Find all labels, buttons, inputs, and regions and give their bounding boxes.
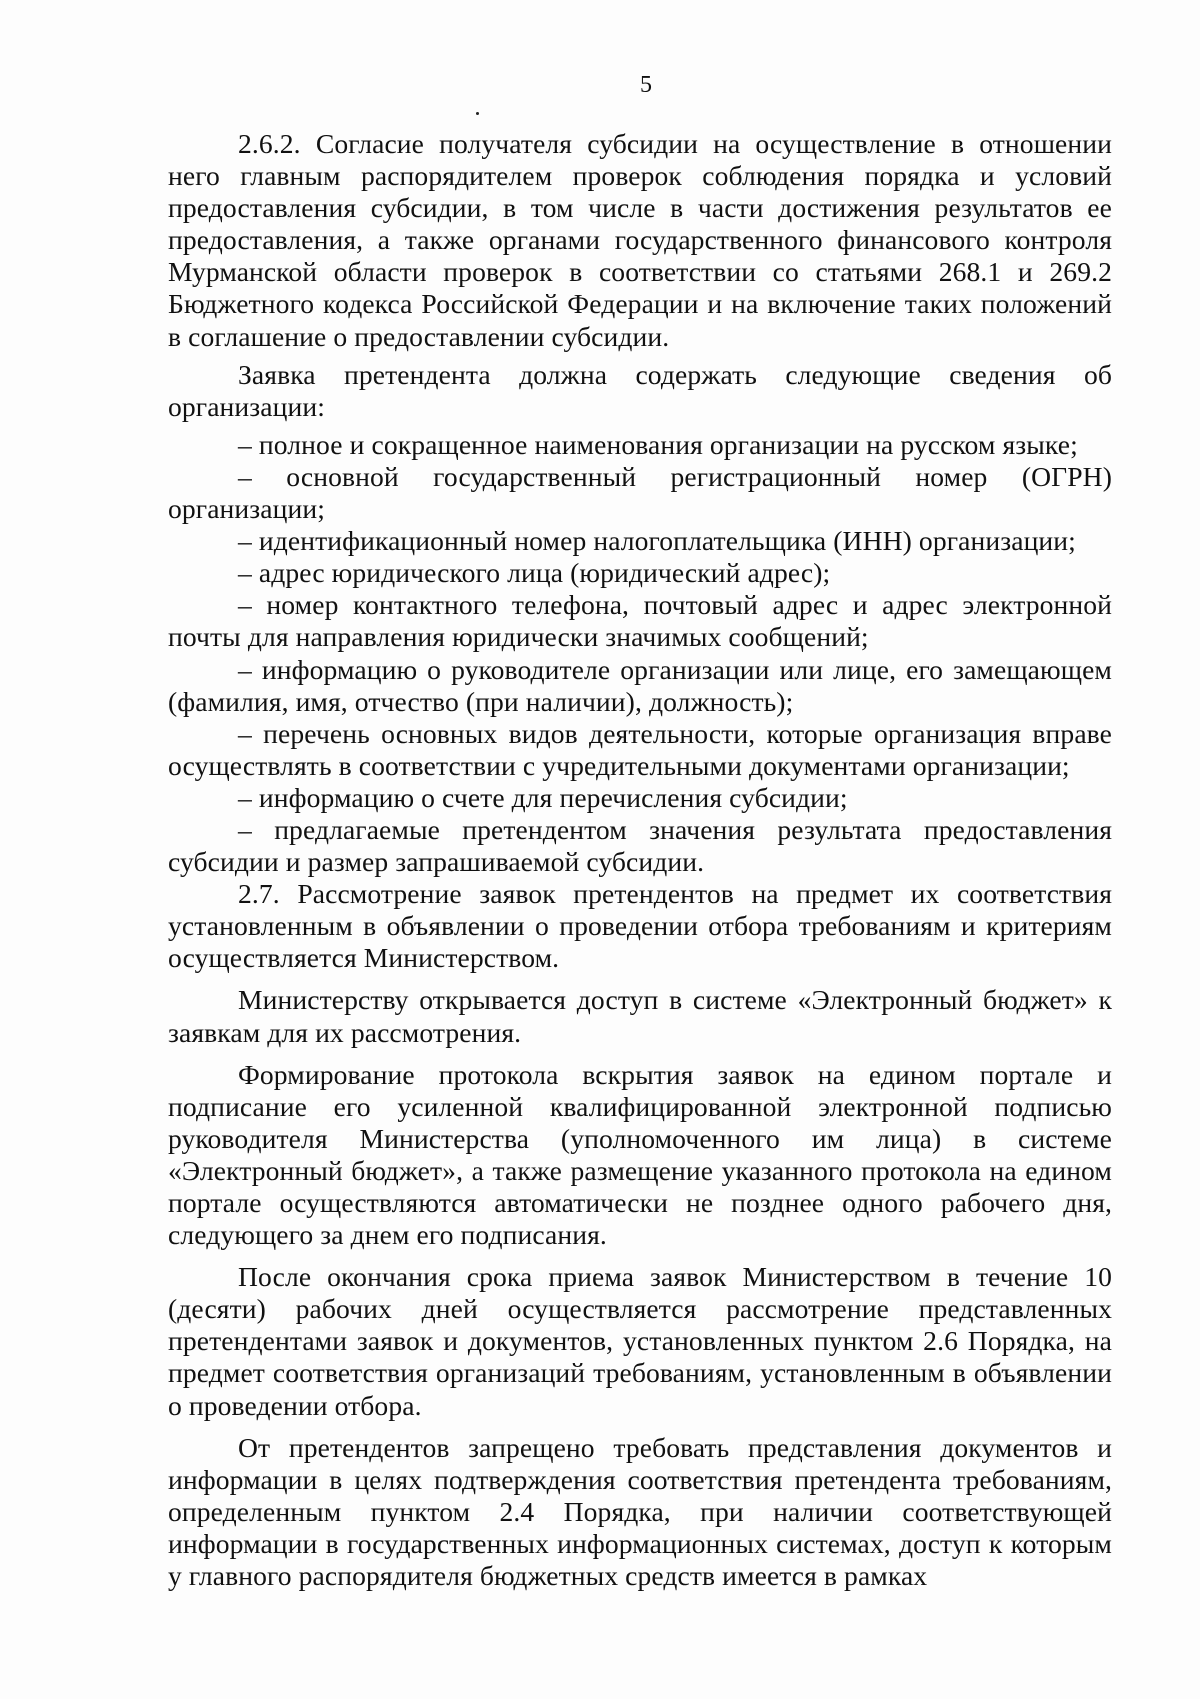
paragraph-access: Министерству открывается доступ в системе «Электронный бюджет» к заявкам для их рассмотрения.	[168, 984, 1112, 1048]
list-item-account: – информацию о счете для перечисления субсидии;	[238, 781, 848, 813]
list-item-inn: – идентификационный номер налогоплательщика (ИНН) организации;	[238, 525, 1076, 557]
paragraph-review: После окончания срока приема заявок Министерством в течение 10 (десяти) рабочих дней осуществляется рассмотрение представленных претендентами заявок и документов, установленных пунктом 2.6 Порядка, на предмет соответствия организаций требованиям, установленным в объявлении о проведении отбора.	[168, 1261, 1112, 1421]
paragraph-2-6-2: 2.6.2. Согласие получателя субсидии на осуществление в отношении него главным распорядителем проверок соблюдения порядка и условий предоставления субсидии, в том числе в части достижения результатов ее предоставления, а также органами государственного финансового контроля Мурманской области проверок в соответствии со статьями 268.1 и 269.2 Бюджетного кодекса Российской Федерации и на включение таких положений в соглашение о предоставлении субсидии.	[168, 128, 1112, 352]
list-item-names: – полное и сокращенное наименования организации на русском языке;	[238, 428, 1078, 460]
list-item-ogrn: – основной государственный регистрационный номер (ОГРН) организации;	[168, 460, 1112, 525]
scan-dot	[476, 112, 479, 115]
document-body	[168, 128, 1112, 1592]
list-item-activities: – перечень основных видов деятельности, которые организация вправе осуществлять в соответствии с учредительными документами организации;	[168, 717, 1112, 781]
list-item-legal-address: – адрес юридического лица (юридический адрес);	[238, 557, 831, 589]
paragraph-2-7: 2.7. Рассмотрение заявок претендентов на предмет их соответствия установленным в объявлении о проведении отбора требованиям и критериям осуществляется Министерством.	[168, 878, 1112, 974]
list-item-contacts: – номер контактного телефона, почтовый адрес и адрес электронной почты для направления юридически значимых сообщений;	[168, 589, 1112, 653]
paragraph-prohibition: От претендентов запрещено требовать представления документов и информации в целях подтверждения соответствия претендента требованиям, определенным пунктом 2.4 Порядка, при наличии соответствующей информации в государственных информационных системах, доступ к которым у главного распорядителя бюджетных средств имеется в рамках	[168, 1431, 1112, 1592]
paragraph-application-intro: Заявка претендента должна содержать следующие сведения об организации:	[168, 358, 1112, 422]
paragraph-protocol: Формирование протокола вскрытия заявок на едином портале и подписание его усиленной квалифицированной электронной подписью руководителя Министерства (уполномоченного им лица) в системе «Электронный бюджет», а также размещение указанного протокола на едином портале осуществляются автоматически не позднее одного рабочего дня, следующего за днем его подписания.	[168, 1058, 1112, 1251]
list-item-head-info: – информацию о руководителе организации или лице, его замещающем (фамилия, имя, отчество (при наличии), должность);	[168, 653, 1112, 717]
list-item-proposed-values: – предлагаемые претендентом значения результата предоставления субсидии и размер запрашиваемой субсидии.	[168, 813, 1112, 878]
page-number: 5	[640, 72, 652, 98]
